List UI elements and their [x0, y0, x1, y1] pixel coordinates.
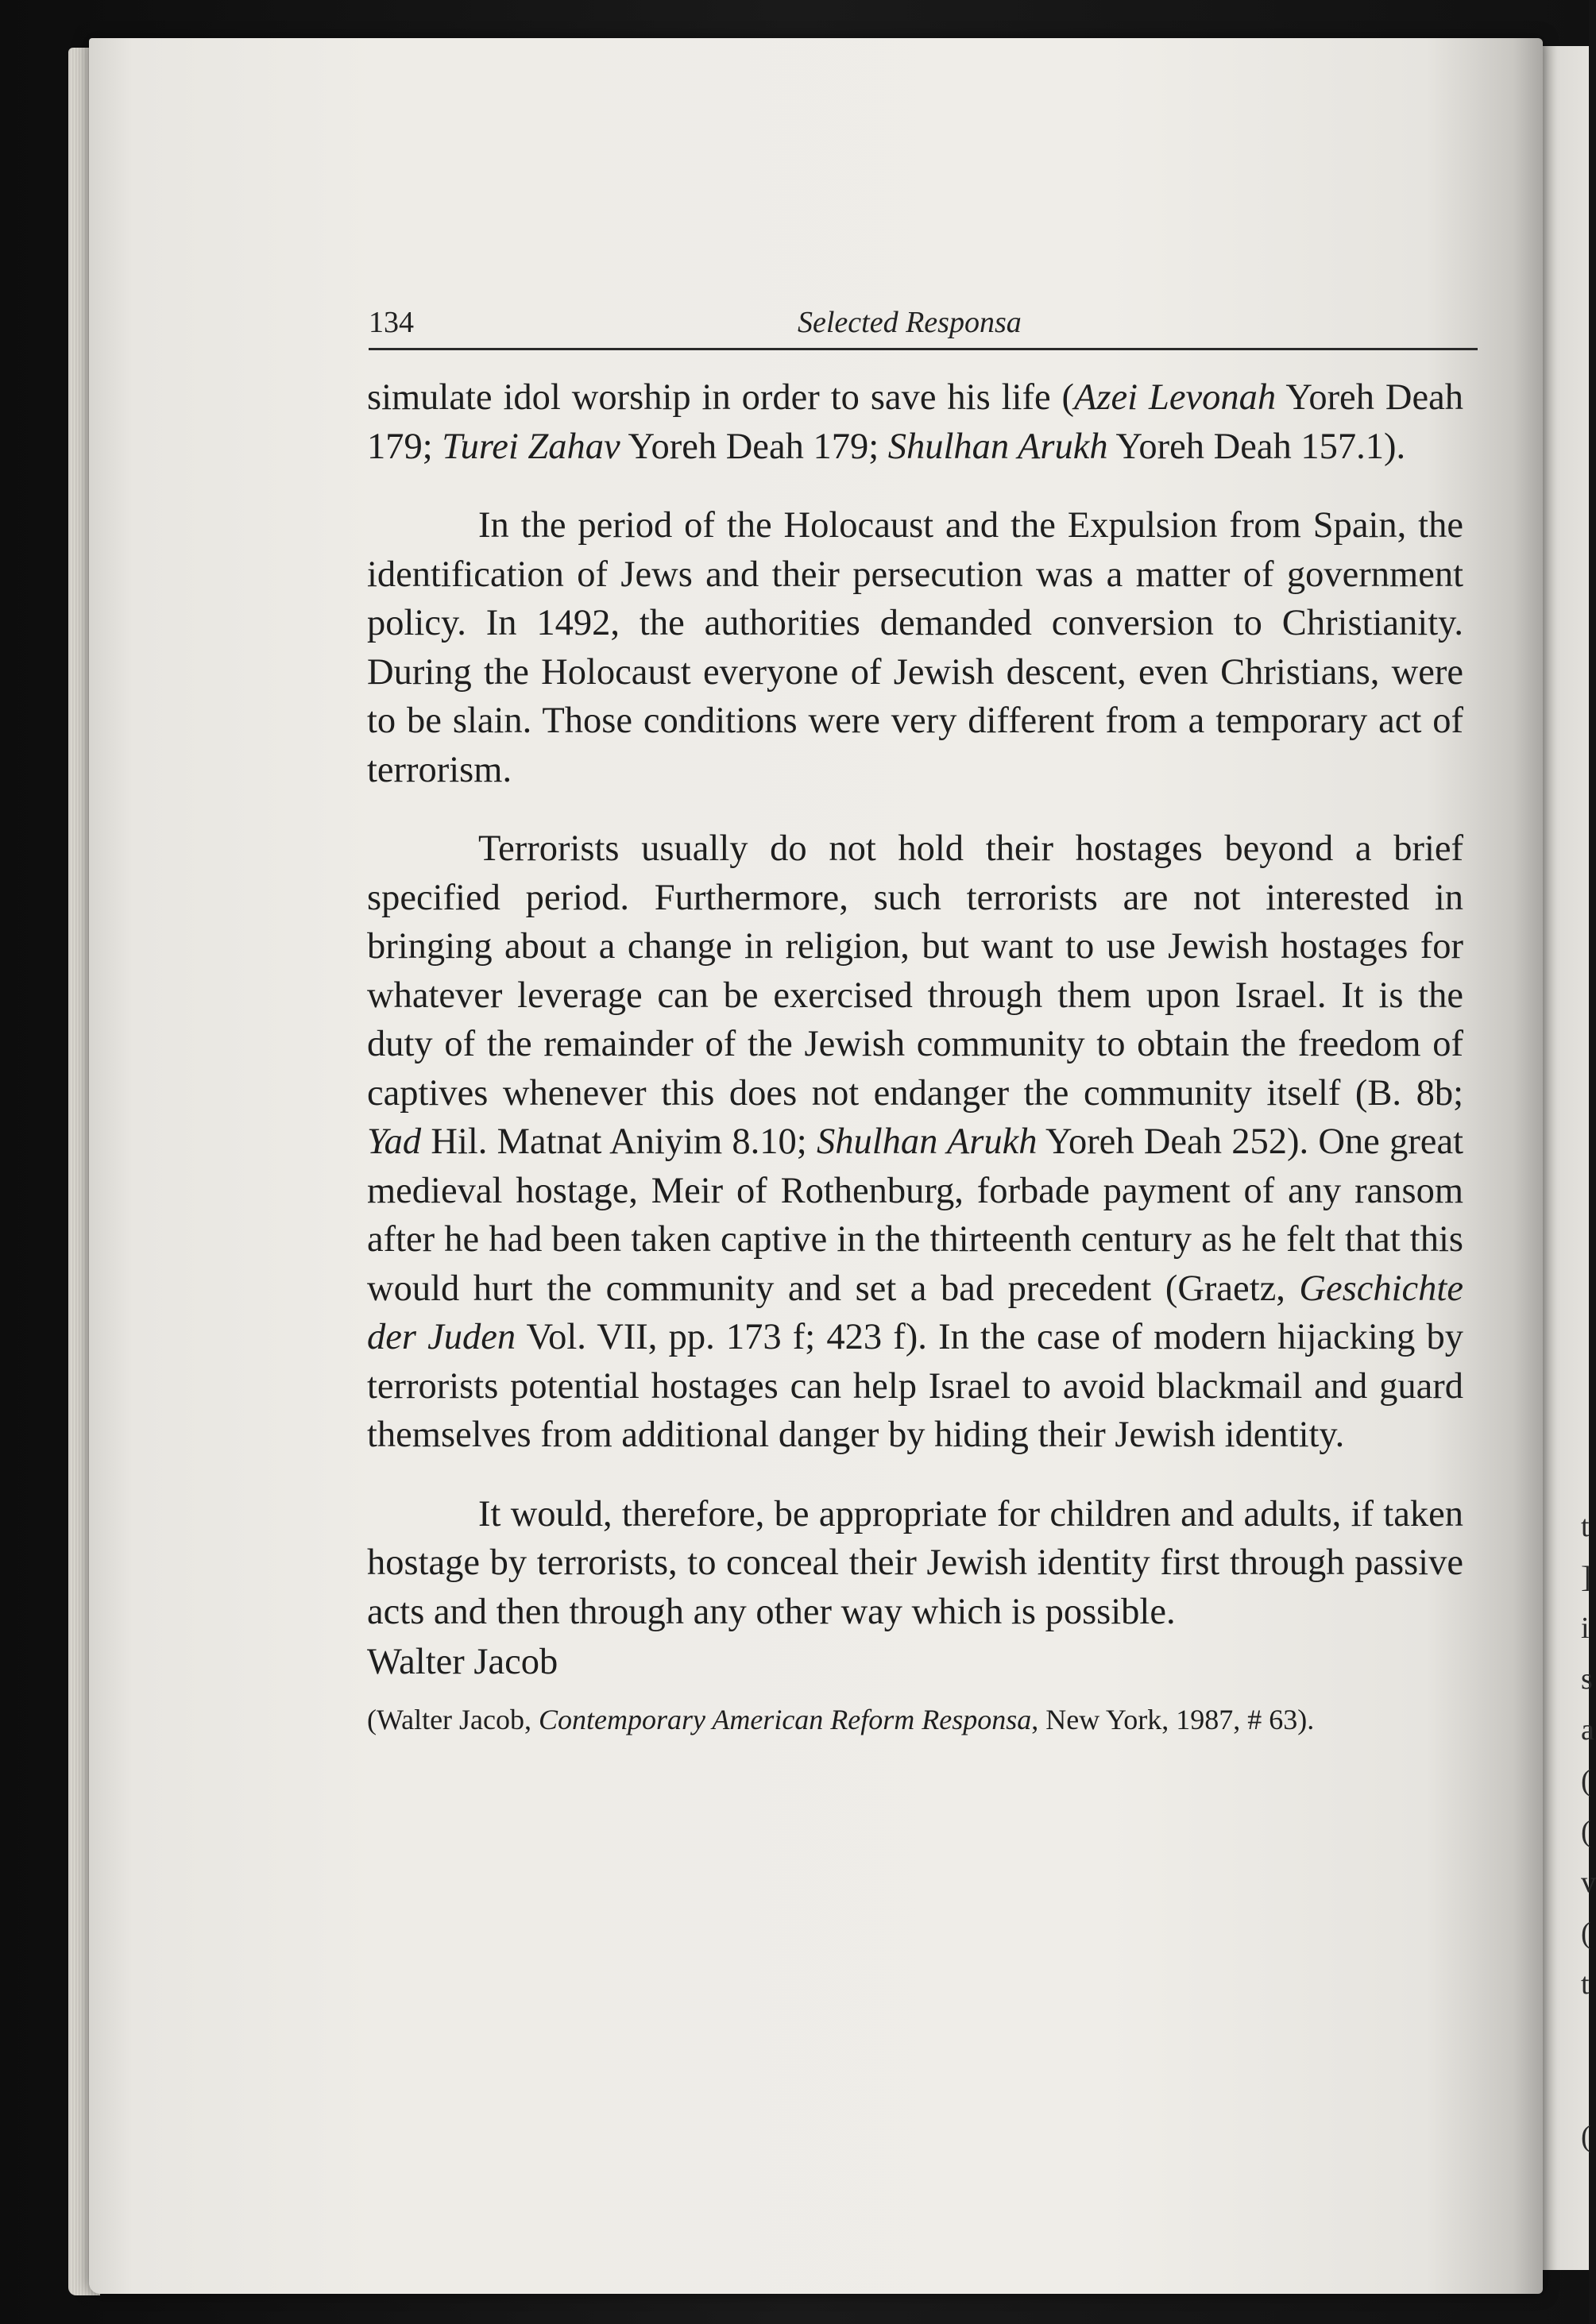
text-segment: Yoreh Deah 179;: [620, 426, 888, 467]
italic-segment: Shulhan Arukh: [817, 1121, 1038, 1162]
citation-title: Contemporary American Reform Responsa: [539, 1703, 1032, 1735]
text-segment: simulate idol worship in order to save his life (: [367, 377, 1075, 418]
paragraph-4: [367, 1490, 1463, 1637]
paragraph-3: [367, 824, 1463, 1460]
facing-page-letter: (: [1581, 2120, 1591, 2153]
facing-page-letter: [1581, 2060, 1596, 2111]
facing-page-letter: ]: [1581, 1561, 1591, 1594]
facing-page-letter: (: [1581, 1917, 1591, 1950]
facing-page-letter: s: [1581, 1662, 1593, 1696]
facing-page-text: [1581, 1501, 1596, 2162]
citation-suffix: , New York, 1987, # 63).: [1031, 1703, 1315, 1735]
text-segment: Yoreh Deah 179;: [367, 377, 1463, 467]
facing-page-letter: v: [1581, 1866, 1596, 1899]
text-segment: Hil. Matnat Aniyim 8.10;: [421, 1121, 817, 1162]
text-segment: Vol. VII, pp. 173 f; 423 f). In the case of modern hijacking by terrorists potential hostages can help Israel to avoid blackmail and guard themselves from additional danger by hiding their Jewish identity.: [367, 1317, 1463, 1455]
italic-segment: Yad: [367, 1121, 422, 1162]
text-segment: Yoreh Deah 252). One great medieval hostage, Meir of Rothenburg, forbade payment of any ransom after he had been taken captive in the thirteenth century as he felt that this would hurt the community and set a bad precedent (Graetz,: [367, 1121, 1464, 1309]
paragraph-1: [367, 373, 1463, 471]
italic-segment: Shulhan Arukh: [887, 426, 1108, 467]
signature: Walter Jacob: [367, 1642, 558, 1682]
running-head: [369, 305, 1478, 350]
text-segment: Terrorists usually do not hold their hostages beyond a brief specified period. Furthermore, such terrorists are not interested in bringing about a change in religion, but want to use Jewish hostages for whatever leverage can be exercised through them upon Israel. It is the duty of the remainder of the Jewish community to obtain the freedom of captives whenever this does not endanger the community itself (B. 8b;: [367, 828, 1463, 1114]
citation: [367, 1695, 1463, 1744]
text-segment: It would, therefore, be appropriate for children and adults, if taken hostage by terrorists, to conceal their Jewish identity first through passive acts and then through any other way which is possible.: [367, 1493, 1463, 1632]
citation-prefix: (Walter Jacob,: [367, 1703, 539, 1735]
italic-segment: Azei Levonah: [1074, 377, 1277, 418]
facing-page-letter: t: [1581, 1967, 1590, 2001]
body-text: [367, 373, 1463, 1744]
facing-page-letter: [1581, 2009, 1596, 2060]
facing-page-letter: t: [1581, 1510, 1590, 1543]
text-segment: In the period of the Holocaust and the Expulsion from Spain, the identification of Jews and their persecution was a matter of government policy. In 1492, the authorities demanded conversion to Christianity. During the Holocaust everyone of Jewish descent, even Christians, were to be slain. Those conditions were very different from a temporary act of terrorism.: [367, 505, 1463, 790]
italic-segment: Turei Zahav: [442, 426, 620, 467]
running-title: Selected Responsa: [798, 306, 1022, 339]
paragraph-2: [367, 501, 1463, 794]
facing-page-letter: i: [1581, 1612, 1590, 1645]
facing-page-letter: (: [1581, 1815, 1591, 1848]
facing-page-letter: (: [1581, 1764, 1591, 1797]
text-segment: Yoreh Deah 157.1).: [1107, 426, 1406, 467]
page-number: 134: [369, 306, 414, 339]
italic-segment: Geschichte der Juden: [367, 1268, 1463, 1357]
facing-page-letter: a: [1581, 1713, 1594, 1747]
